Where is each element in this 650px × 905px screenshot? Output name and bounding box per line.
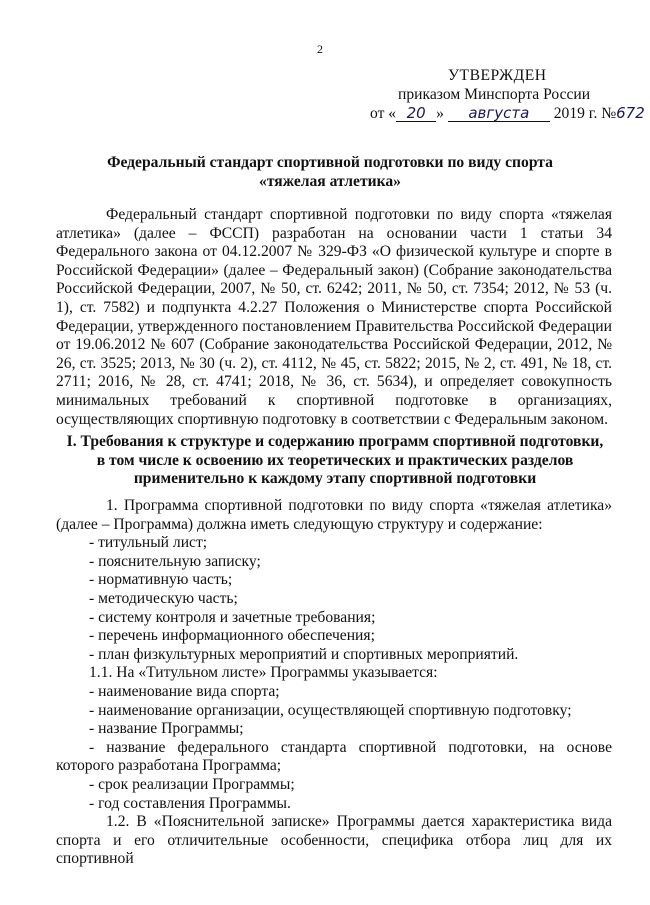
approval-order: приказом Минспорта России: [398, 86, 591, 103]
section-heading-line-1: I. Требования к структуре и содержанию программ спортивной подготовки,: [66, 433, 604, 450]
paragraph-1-2: 1.2. В «Пояснительной записке» Программы дается характеристика вида спорта и его отличительные особенности, специфика отбора лиц для их спортивной: [56, 813, 612, 868]
structure-item: - титульный лист;: [89, 534, 208, 552]
date-prefix: от «: [370, 105, 397, 122]
title-sheet-item: - название Программы;: [89, 720, 244, 738]
title-sheet-item: - наименование вида спорта;: [89, 682, 280, 700]
date-year: 2019 г. №: [553, 105, 617, 122]
title-sheet-item: - название федерального стандарта спортивной подготовки, на основе которого разработана Программа;: [56, 738, 612, 775]
structure-item: - методическую часть;: [89, 589, 238, 607]
page-number: 2: [317, 42, 323, 56]
handwritten-day: 20: [396, 106, 436, 122]
section-body: [56, 497, 612, 869]
section-heading-line-2: в том числе к освоению их теоретических и практических разделов: [96, 451, 574, 469]
title-sheet-item: - год составления Программы.: [89, 794, 291, 812]
structure-item: - перечень информационного обеспечения;: [89, 627, 375, 645]
document-title: [50, 153, 610, 191]
title-sheet-item: - наименование организации, осуществляющей спортивную подготовку;: [89, 701, 572, 719]
structure-item: - нормативную часть;: [89, 571, 233, 589]
title-line-2: «тяжелая атлетика»: [259, 173, 401, 190]
approval-stamp: [370, 66, 645, 123]
intro-paragraph: Федеральный стандарт спортивной подготовки по виду спорта «тяжелая атлетика» (далее – ФССП) разработан на основании части 1 статьи 34 Федерального закона от 04.12.2007 № 329-ФЗ «О физической культуре и спорте в Российской Федерации» (далее – Федеральный закон) (Собрание законодательства Российской Федерации, 2007, № 50, ст. 6242; 2011, № 50, ст. 7354; 2012, № 53 (ч. 1), ст. 7582) и подпункта 4.2.27 Положения о Министерстве спорта Российской Федерации, утвержденного постановлением Правительства Российской Федерации от 19.06.2012 № 607 (Собрание законодательства Российской Федерации, 2012, № 26, ст. 3525; 2013, № 30 (ч. 2), ст. 4112, № 45, ст. 5822; 2015, № 2, ст. 491, № 18, ст. 2711; 2016, № 28, ст. 4741; 2018, № 36, ст. 5634), и определяет совокупность минимальных требований к спортивной подготовке в организациях, осуществляющих спортивную подготовку в соответствии с Федеральным законом.: [56, 206, 612, 428]
structure-item: - план физкультурных мероприятий и спортивных мероприятий.: [89, 645, 519, 663]
date-quote-close: »: [436, 105, 444, 122]
handwritten-order-number: 672: [616, 104, 645, 122]
handwritten-month: августа: [448, 106, 550, 122]
paragraph-1: 1. Программа спортивной подготовки по виду спорта «тяжелая атлетика» (далее – Программа) должна иметь следующую структуру и содержание:: [56, 497, 612, 533]
structure-item: - систему контроля и зачетные требования;: [89, 608, 376, 626]
title-sheet-item: - срок реализации Программы;: [89, 775, 295, 793]
approval-date-line: [370, 104, 645, 123]
approval-heading: УТВЕРЖДЕН: [448, 67, 547, 84]
paragraph-1-1: 1.1. На «Титульном листе» Программы указывается:: [89, 664, 438, 682]
section-heading: [50, 433, 620, 489]
section-heading-line-3: применительно к каждому этапу спортивной подготовки: [133, 470, 537, 488]
structure-item: - пояснительную записку;: [89, 552, 261, 570]
title-line-1: Федеральный стандарт спортивной подготовки по виду спорта: [107, 154, 553, 171]
